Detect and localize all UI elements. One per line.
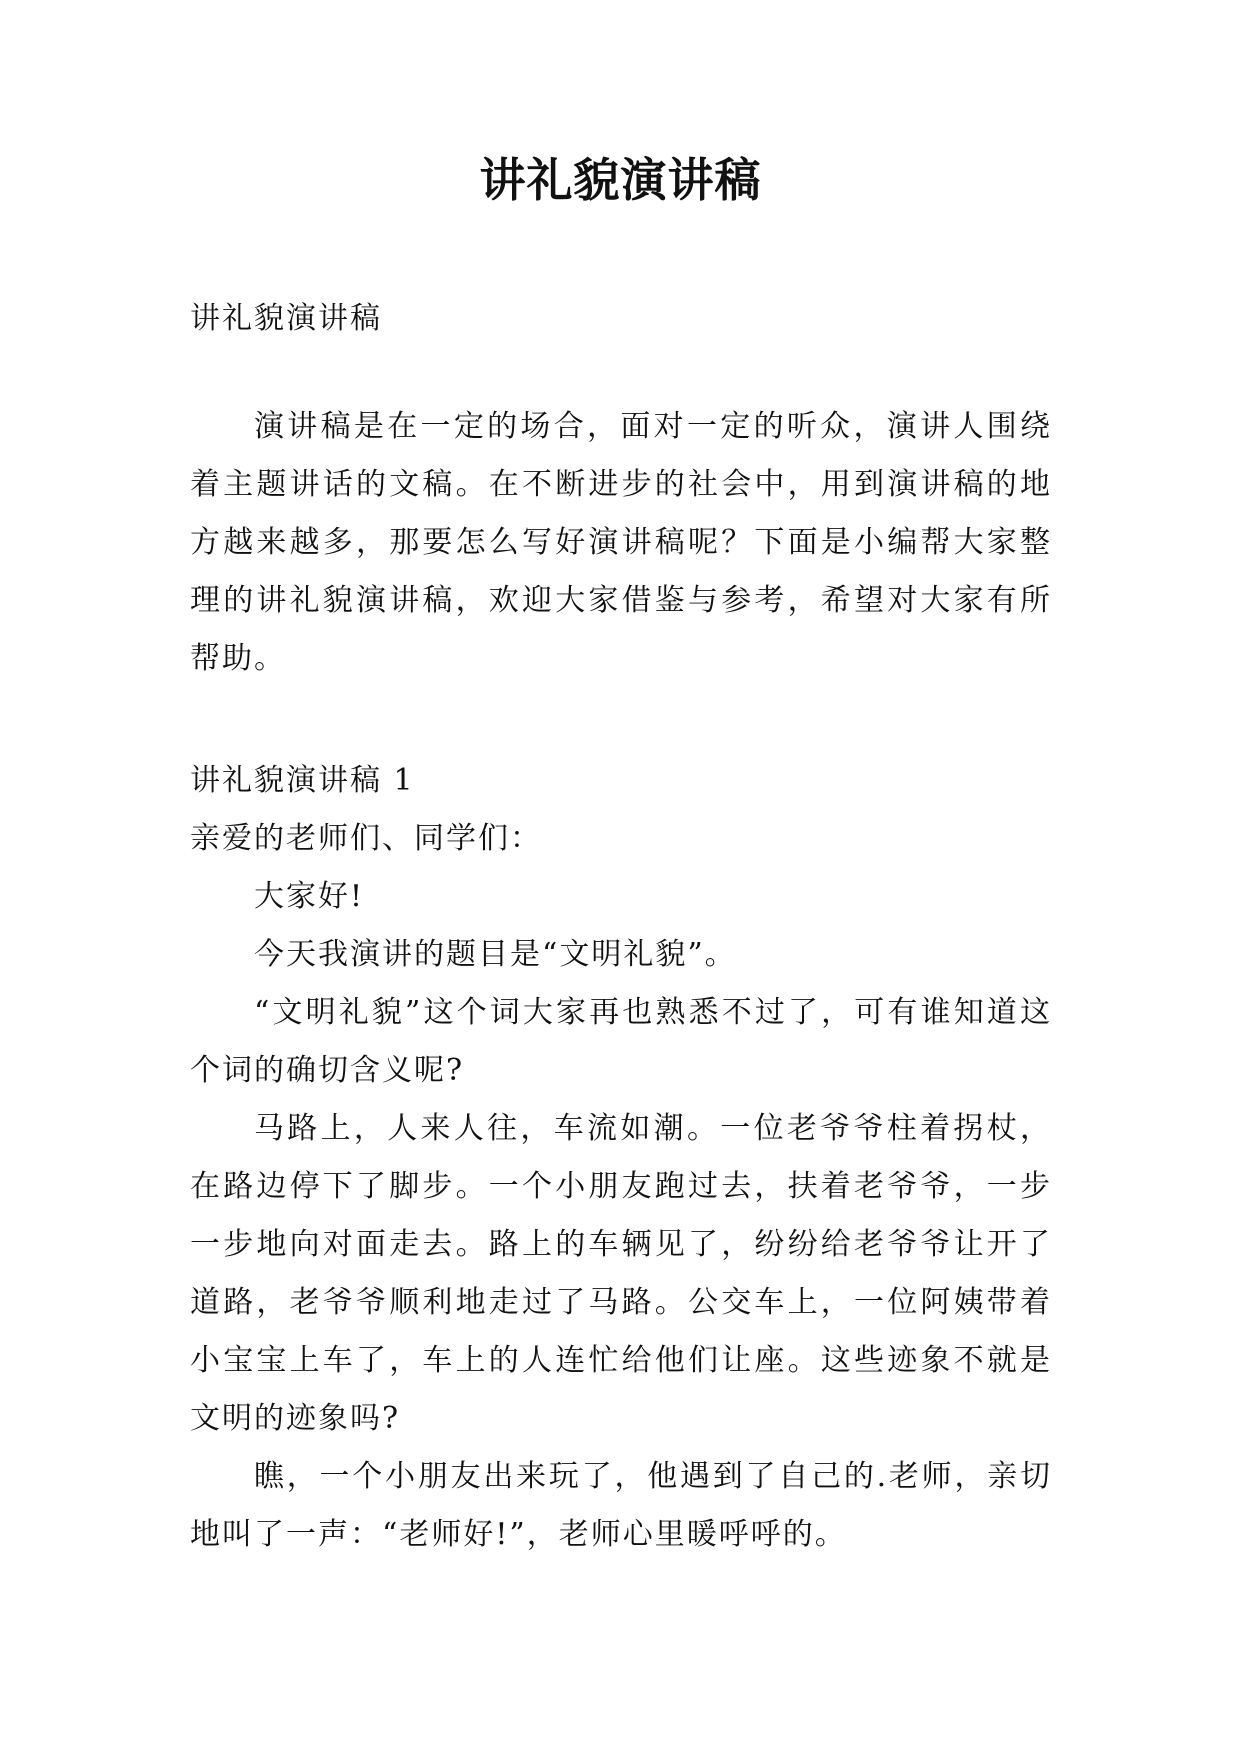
intro-paragraph: 演讲稿是在一定的场合，面对一定的听众，演讲人围绕着主题讲话的文稿。在不断进步的社会中，用到演讲稿的地方越来越多，那要怎么写好演讲稿呢？下面是小编帮大家整理的讲礼貌演讲稿，欢迎大家借鉴与参考，希望对大家有所帮助。 — [190, 409, 1052, 676]
body-paragraph: 马路上，人来人往，车流如潮。一位老爷爷柱着拐杖，在路边停下了脚步。一个小朋友跑过去，扶着老爷爷，一步一步地向对面走去。路上的车辆见了，纷纷给老爷爷让开了道路，老爷爷顺利地走过了马路。公交车上，一位阿姨带着小宝宝上车了，车上的人连忙给他们让座。这些迹象不就是文明的迹象吗? — [190, 1111, 1052, 1436]
section-heading: 讲礼貌演讲稿 1 — [190, 763, 415, 798]
document-title: 讲礼貌演讲稿 — [479, 153, 762, 207]
body-paragraph: 瞧，一个小朋友出来玩了，他遇到了自己的.老师，亲切地叫了一声：“老师好!”，老师心里暖呼呼的。 — [190, 1459, 1052, 1552]
document-subtitle: 讲礼貌演讲稿 — [190, 301, 382, 336]
body-paragraph: “文明礼貌”这个词大家再也熟悉不过了，可有谁知道这个词的确切含义呢? — [190, 995, 1052, 1088]
salutation: 亲爱的老师们、同学们： — [190, 821, 542, 856]
body-paragraph: 大家好! — [254, 879, 365, 914]
body-paragraph: 今天我演讲的题目是“文明礼貌”。 — [254, 937, 737, 972]
